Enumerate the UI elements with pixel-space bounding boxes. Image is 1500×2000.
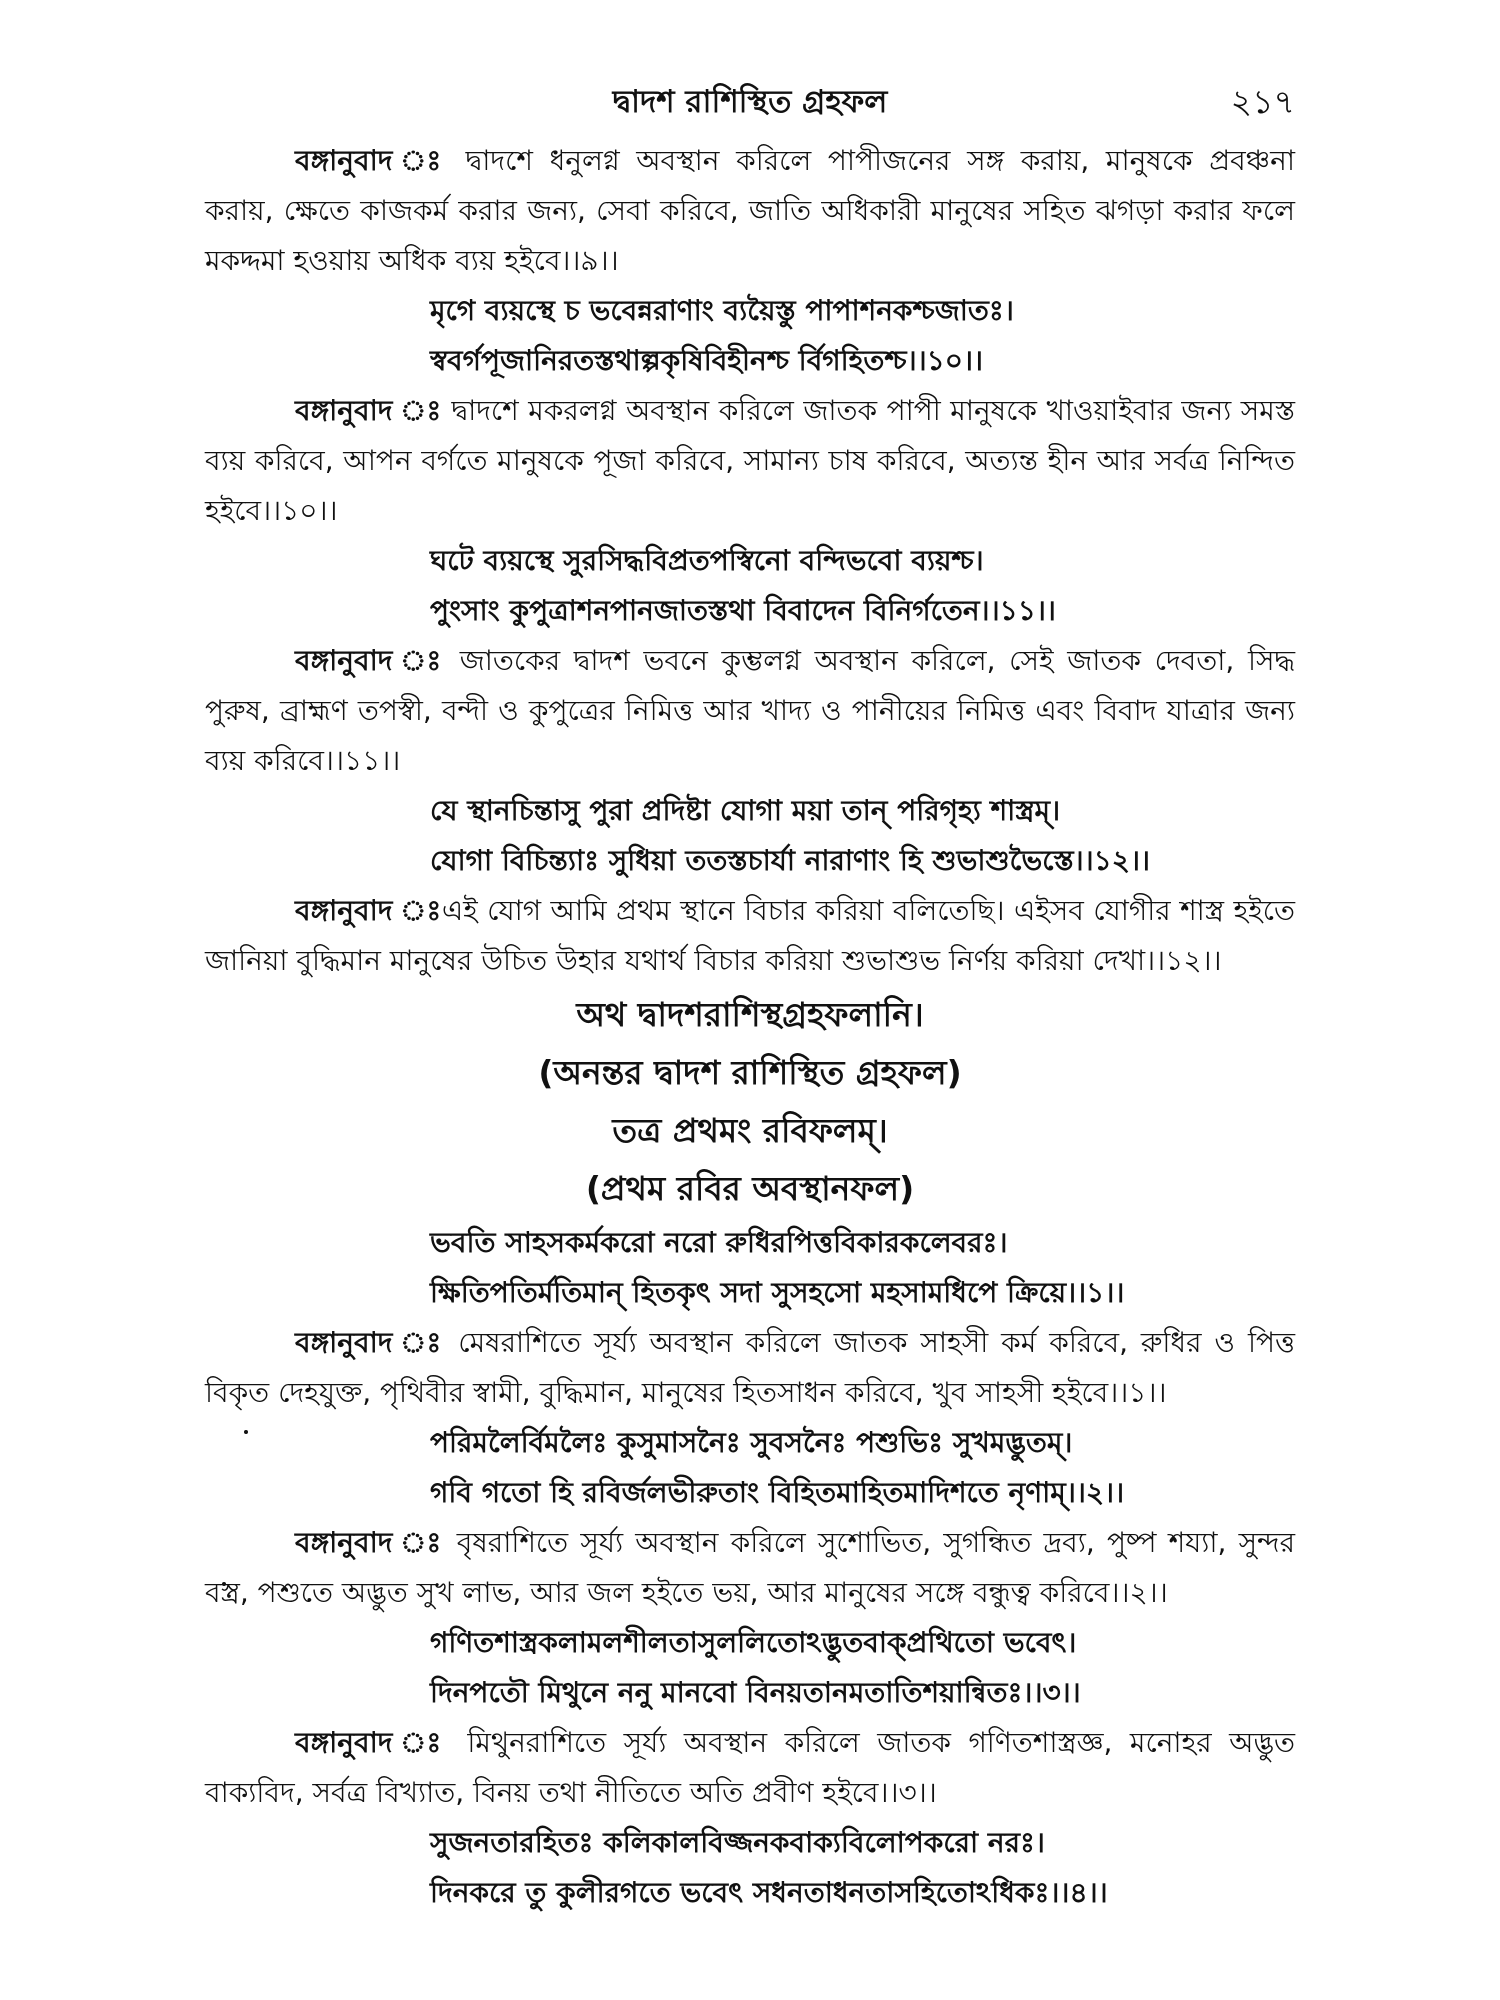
- translation-paragraph: [205, 136, 1295, 286]
- translation-text: বৃষরাশিতে সূর্য্য অবস্থান করিলে সুশোভিত, সুগন্ধিত দ্রব্য, পুষ্প শয্যা, সুন্দর বস্ত্র, পশুতে অদ্ভুত সুখ লাভ, আর জল হইতে ভয়, আর মানুষের সঙ্গে বন্ধুত্ব করিবে।।২।।: [205, 1526, 1295, 1609]
- translation-label: বঙ্গানুবাদ ঃ: [295, 144, 450, 177]
- section-heading: (অনন্তর দ্বাদশ রাশিস্থিত গ্রহফল): [538, 1053, 962, 1092]
- translation-paragraph: [205, 636, 1295, 786]
- sanskrit-verse-line: দিনপতৌ মিথুনে ননু মানবো বিনয়তানমতাতিশয়ান্বিতঃ।।৩।।: [430, 1676, 1081, 1709]
- translation-paragraph: [205, 1318, 1295, 1418]
- translation-paragraph: [205, 886, 1295, 986]
- sanskrit-verse-line: সুজনতারহিতঃ কলিকালবিজ্জনকবাক্যবিলোপকরো নরঃ।: [430, 1826, 1045, 1859]
- translation-label: বঙ্গানুবাদ ঃ: [295, 644, 447, 677]
- translation-paragraph: [205, 1518, 1295, 1618]
- translation-text: দ্বাদশে মকরলগ্ন অবস্থান করিলে জাতক পাপী মানুষকে খাওয়াইবার জন্য সমস্ত ব্যয় করিবে, আপন বর্গতে মানুষকে পূজা করিবে, সামান্য চাষ করিবে, অত্যন্ত হীন আর সর্বত্র নিন্দিত হইবে।।১০।।: [205, 394, 1295, 527]
- translation-text: জাতকের দ্বাদশ ভবনে কুম্ভলগ্ন অবস্থান করিলে, সেই জাতক দেবতা, সিদ্ধ পুরুষ, ব্রাহ্মণ তপস্বী, বন্দী ও কুপুত্রের নিমিত্ত আর খাদ্য ও পানীয়ের নিমিত্ত এবং বিবাদ যাত্রার জন্য ব্যয় করিবে।।১১।।: [205, 644, 1295, 777]
- section-heading: (প্রথম রবির অবস্থানফল): [585, 1169, 915, 1208]
- sanskrit-verse-line: দিনকরে তু কুলীরগতে ভবেৎ সধনতাধনতাসহিতোঽধিকঃ।।৪।।: [430, 1876, 1108, 1909]
- translation-label: বঙ্গানুবাদ ঃ: [295, 394, 442, 427]
- sanskrit-verse-line: মৃগে ব্যয়স্থে চ ভবেন্নরাণাং ব্যয়ৈস্তু পাপাশনকশ্চজাতঃ।: [430, 294, 1014, 327]
- translation-text: মেষরাশিতে সূর্য্য অবস্থান করিলে জাতক সাহসী কর্ম করিবে, রুধির ও পিত্ত বিকৃত দেহযুক্ত, পৃথিবীর স্বামী, বুদ্ধিমান, মানুষের হিতসাধন করিবে, খুব সাহসী হইবে।।১।।: [205, 1326, 1295, 1409]
- sanskrit-verse-line: গবি গতো হি রবির্জলভীরুতাং বিহিতমাহিতমাদিশতে নৃণাম্।।২।।: [430, 1476, 1125, 1509]
- page-body: [205, 136, 1295, 1918]
- translation-label: বঙ্গানুবাদ ঃ: [295, 1326, 446, 1359]
- translation-label: বঙ্গানুবাদ ঃ: [295, 1726, 450, 1759]
- section-heading: অথ দ্বাদশরাশিস্থগ্রহফলানি।: [576, 995, 924, 1034]
- translation-text: দ্বাদশে ধনুলগ্ন অবস্থান করিলে পাপীজনের সঙ্গ করায়, মানুষকে প্রবঞ্চনা করায়, ক্ষেতে কাজকর্ম করার জন্য, সেবা করিবে, জাতি অধিকারী মানুষের সহিত ঝগড়া করার ফলে মকদ্দমা হওয়ায় অধিক ব্যয় হইবে।।৯।।: [205, 144, 1295, 277]
- sanskrit-verse-line: ঘটে ব্যয়স্থে সুরসিদ্ধবিপ্রতপস্বিনো বন্দিভবো ব্যয়শ্চ।: [430, 544, 984, 577]
- book-page: [205, 70, 1295, 1918]
- section-heading: তত্র প্রথমং রবিফলম্।: [612, 1111, 888, 1150]
- page-header: [205, 70, 1295, 130]
- sanskrit-verse-line: যোগা বিচিন্ত্যাঃ সুধিয়া ততস্তচার্যা নারাণাং হি শুভাশুভৈস্তে।।১২।।: [430, 844, 1150, 877]
- translation-text: মিথুনরাশিতে সূর্য্য অবস্থান করিলে জাতক গণিতশাস্ত্রজ্ঞ, মনোহর অদ্ভুত বাক্যবিদ, সর্বত্র বিখ্যাত, বিনয় তথা নীতিতে অতি প্রবীণ হইবে।।৩।।: [205, 1726, 1295, 1809]
- translation-paragraph: [205, 1718, 1295, 1818]
- sanskrit-verse-line: পুংসাং কুপুত্রাশনপানজাতস্তথা বিবাদেন বিনির্গতেন।।১১।।: [430, 594, 1056, 627]
- sanskrit-verse-line: যে স্থানচিন্তাসু পুরা প্রদিষ্টা যোগা ময়া তান্ পরিগৃহ্য শাস্ত্রম্।: [430, 794, 1061, 827]
- translation-text: এই যোগ আমি প্রথম স্থানে বিচার করিয়া বলিতেছি। এইসব যোগীর শাস্ত্র হইতে জানিয়া বুদ্ধিমান মানুষের উচিত উহার যথার্থ বিচার করিয়া শুভাশুভ নির্ণয় করিয়া দেখা।।১২।।: [205, 894, 1295, 977]
- sanskrit-verse-line: ক্ষিতিপতির্মতিমান্ হিতকৃৎ সদা সুসহসো মহসামধিপে ক্রিয়ে।।১।।: [430, 1276, 1125, 1309]
- sanskrit-verse-line: ভবতি সাহসকর্মকরো নরো রুধিরপিত্তবিকারকলেবরঃ।: [430, 1226, 1008, 1259]
- sanskrit-verse-line: স্ববর্গপূজানিরতস্তথাল্পকৃষিবিহীনশ্চ র্বিগহিতশ্চ।।১০।।: [430, 344, 983, 377]
- sanskrit-verse-line: গণিতশাস্ত্রকলামলশীলতাসুললিতোঽদ্ভুতবাক্প্রথিতো ভবেৎ।: [430, 1626, 1077, 1659]
- translation-paragraph: [205, 386, 1295, 536]
- running-title: দ্বাদশ রাশিস্থিত গ্রহফল: [612, 84, 888, 120]
- translation-label: বঙ্গানুবাদ ঃ: [295, 1526, 445, 1559]
- sanskrit-verse-line: পরিমলৈর্বিমলৈঃ কুসুমাসনৈঃ সুবসনৈঃ পশুভিঃ সুখমদ্ভুতম্।: [430, 1426, 1073, 1459]
- page-number: ২১৭: [1230, 82, 1295, 121]
- translation-label: বঙ্গানুবাদ ঃ: [295, 894, 442, 927]
